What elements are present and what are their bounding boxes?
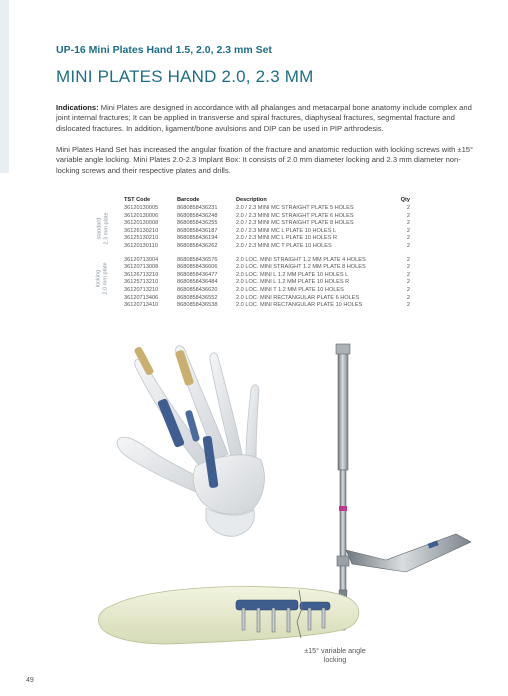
row-description: 2.0 / 2.3 MINI MC STRAIGHT PLATE 5 HOLES <box>236 205 354 211</box>
implant-illustration <box>56 338 476 656</box>
row-barcode: 8680858436606 <box>177 264 218 271</box>
indications-label: Indications: <box>56 103 99 112</box>
table-row <box>124 287 414 295</box>
group-label-locking <box>96 259 109 299</box>
table-row <box>124 264 414 272</box>
row-code: 36120130005 <box>124 205 159 211</box>
row-description: 2.0 / 2.3 MINI MC L PLATE 10 HOLES L <box>236 227 337 234</box>
guide-top-cap <box>336 344 350 354</box>
header-barcode: Barcode <box>177 197 200 203</box>
row-barcode: 8680858436248 <box>177 212 218 219</box>
indications-text: Mini Plates are designed in accordance with all phalanges and metacarpal bone anatomy include complex and joint internal fractures; It can be applied in transverse and spiral fractures, diaphyseal fractures, segmental fracture and dislocated fractures. In addition, ligament/bone avulsions and DIP can be used in PIP arthrodesis. <box>56 103 472 133</box>
table-row <box>124 272 414 280</box>
table-row <box>124 220 414 228</box>
row-description: 2.0 LOC. MINI STRAIGHT 1.2 MM PLATE 8 HOLES <box>236 264 366 271</box>
table-row <box>124 205 414 213</box>
row-code: 36120130008 <box>124 220 159 227</box>
row-qty: 2 <box>406 302 410 309</box>
row-barcode: 8680858436194 <box>177 235 218 242</box>
row-qty: 2 <box>406 235 410 242</box>
row-barcode: 8680858436576 <box>177 256 218 263</box>
guide-lower-sleeve <box>337 556 349 566</box>
row-description: 2.0 LOC. MINI L 1.2 MM PLATE 10 HOLES L <box>236 271 349 278</box>
row-barcode: 8680858436262 <box>177 242 218 249</box>
row-qty: 2 <box>406 227 410 234</box>
left-margin-band <box>0 0 9 173</box>
row-description: 2.0 / 2.3 MINI MC STRAIGHT PLATE 8 HOLES <box>236 220 354 227</box>
caption-line-2: locking <box>323 655 347 664</box>
indications-paragraph <box>56 103 476 134</box>
bone-plate-right <box>300 602 330 610</box>
row-barcode: 8680858436484 <box>177 279 218 286</box>
row-barcode: 8680858436552 <box>177 294 218 301</box>
table-row <box>124 257 414 265</box>
row-code: 36125713210 <box>124 279 159 286</box>
row-code: 36120130110 <box>124 242 158 249</box>
row-qty: 2 <box>406 212 410 219</box>
group-label-standard <box>97 206 110 252</box>
row-code: 36120713410 <box>124 302 159 309</box>
magenta-marker <box>339 506 347 511</box>
row-code: 36120713004 <box>124 256 159 263</box>
row-description: 2.0 / 2.3 MINI MC L PLATE 10 HOLES R <box>236 235 338 242</box>
group-label-locking-line1: locking <box>95 269 102 288</box>
row-qty: 2 <box>406 271 410 278</box>
row-qty: 2 <box>406 279 410 286</box>
figure-caption <box>295 646 375 664</box>
set-kicker-title: UP-16 Mini Plates Hand 1.5, 2.0, 2.3 mm Set <box>56 44 272 56</box>
row-description: 2.0 LOC. MINI RECTANGULAR PLATE 6 HOLES <box>236 294 360 301</box>
set-description-paragraph: Mini Plates Hand Set has increased the angular fixation of the fracture and anatomic reduction with locking screws with ±15° variable angle locking. Mini Plates 2.0-2.3 Implant Box: It consists of 2.0 mm diameter locking and 2.3 mm diameter non-locking screws and their respective plates and drills. <box>56 145 474 175</box>
table-row <box>124 295 414 303</box>
row-description: 2.0 LOC. MINI T 1.2 MM PLATE 10 HOLES <box>236 286 344 293</box>
row-code: 36120713406 <box>124 294 159 301</box>
metacarpal-bone <box>98 587 358 644</box>
row-code: 36126713210 <box>124 271 159 278</box>
row-barcode: 8680858436620 <box>177 286 218 293</box>
row-qty: 2 <box>406 242 410 249</box>
row-barcode: 8680858436477 <box>177 271 218 278</box>
row-code: 36126130210 <box>124 227 159 234</box>
product-table <box>124 196 414 310</box>
page-number: 49 <box>26 677 34 684</box>
guide-arm <box>346 534 471 572</box>
palm-bones <box>193 455 264 514</box>
header-tst-code: TST Code <box>124 197 151 203</box>
guide-top-shaft <box>338 350 348 470</box>
row-code: 36120713210 <box>124 286 159 293</box>
row-description: 2.0 / 2.3 MINI MC T PLATE 10 HOLES <box>236 242 332 249</box>
row-code: 36120713008 <box>124 264 159 271</box>
row-qty: 2 <box>406 220 410 227</box>
table-row <box>124 302 414 310</box>
bone-with-plate <box>98 587 358 644</box>
group-label-standard-line1: standard <box>96 217 103 240</box>
table-row <box>124 228 414 236</box>
row-description: 2.0 LOC. MINI RECTANGULAR PLATE 10 HOLES <box>236 302 363 309</box>
header-qty: Qty <box>400 197 410 203</box>
row-qty: 2 <box>406 294 410 301</box>
row-barcode: 8680858436255 <box>177 220 218 227</box>
little-finger-bone <box>246 385 259 460</box>
table-row <box>124 235 414 243</box>
row-description: 2.0 LOC. MINI STRAIGHT 1.2 MM PLATE 4 HOLES <box>236 256 366 263</box>
row-qty: 2 <box>406 205 410 211</box>
table-row <box>124 243 414 251</box>
product-table-header <box>124 196 414 205</box>
row-qty: 2 <box>406 256 410 263</box>
row-barcode: 8680858436187 <box>177 227 218 234</box>
row-qty: 2 <box>406 264 410 271</box>
row-code: 36125130210 <box>124 235 159 242</box>
page-title: MINI PLATES HAND 2.0, 2.3 MM <box>56 67 314 86</box>
group-label-locking-line2: 2.0 mm plate <box>102 262 108 295</box>
row-code: 36120130006 <box>124 212 159 219</box>
row-description: 2.0 LOC. MINI L 1.2 MM PLATE 10 HOLES R <box>236 279 350 286</box>
drill-guide-instrument <box>336 344 471 630</box>
row-barcode: 8680858436231 <box>177 205 218 211</box>
row-description: 2.0 / 2.3 MINI MC STRAIGHT PLATE 6 HOLES <box>236 212 354 219</box>
header-description: Description <box>236 197 267 203</box>
row-barcode: 8680858436538 <box>177 302 218 309</box>
guide-mid-shaft <box>340 470 346 590</box>
table-row <box>124 279 414 287</box>
row-qty: 2 <box>406 286 410 293</box>
group-label-standard-line2: 2.3 mm plate <box>103 212 109 245</box>
table-row <box>124 213 414 221</box>
caption-line-1: ±15° variable angle <box>304 646 366 655</box>
